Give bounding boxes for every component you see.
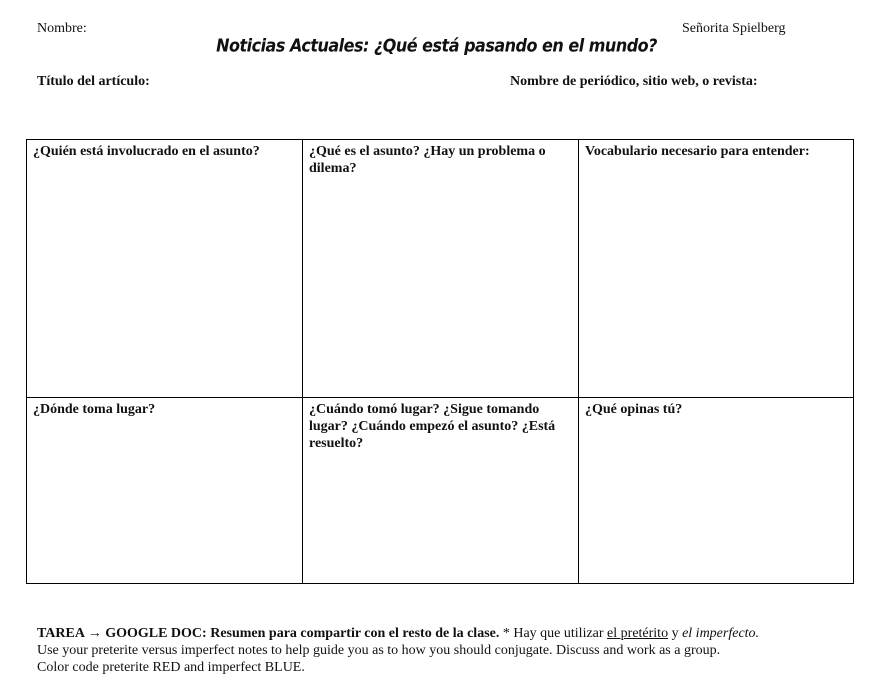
cell-what[interactable]: ¿Qué es el asunto? ¿Hay un problema o dilema? [303,140,579,398]
cell-opinion[interactable]: ¿Qué opinas tú? [585,402,683,417]
homework-instructions [37,625,857,676]
conjunction-text: y [668,626,683,641]
note-prefix: * Hay que utilizar [499,626,608,641]
name-label: Nombre: [37,21,87,36]
cell-vocabulary[interactable]: Vocabulario necesario para entender: [579,140,853,398]
tarea-label: TAREA → GOOGLE DOC: Resumen para compartir con el resto de la clase. [37,626,500,641]
instructions-line-2: Use your preterite versus imperfect notes to help guide you as to how you should conjugate. Discuss and work as a group. [37,643,721,658]
instructions-line-1 [37,625,857,642]
imperfect-text: el imperfecto. [682,626,760,641]
instructions-line-3: Color code preterite RED and imperfect BLUE. [37,660,305,675]
worksheet-grid [26,139,854,584]
page-title: Noticias Actuales: ¿Qué está pasando en el mundo? [216,35,657,56]
cell-who[interactable]: ¿Quién está involucrado en el asunto? [27,140,303,398]
cell-where[interactable]: ¿Dónde toma lugar? [27,398,303,583]
teacher-name: Señorita Spielberg [682,21,786,36]
article-title-label: Título del artículo: [37,74,150,89]
preterite-text: el pretérito [607,626,669,641]
source-label: Nombre de periódico, sitio web, o revista: [510,74,758,89]
cell-when[interactable]: ¿Cuándo tomó lugar? ¿Sigue tomando lugar? ¿Cuándo empezó el asunto? ¿Está resuelto? [303,398,579,583]
